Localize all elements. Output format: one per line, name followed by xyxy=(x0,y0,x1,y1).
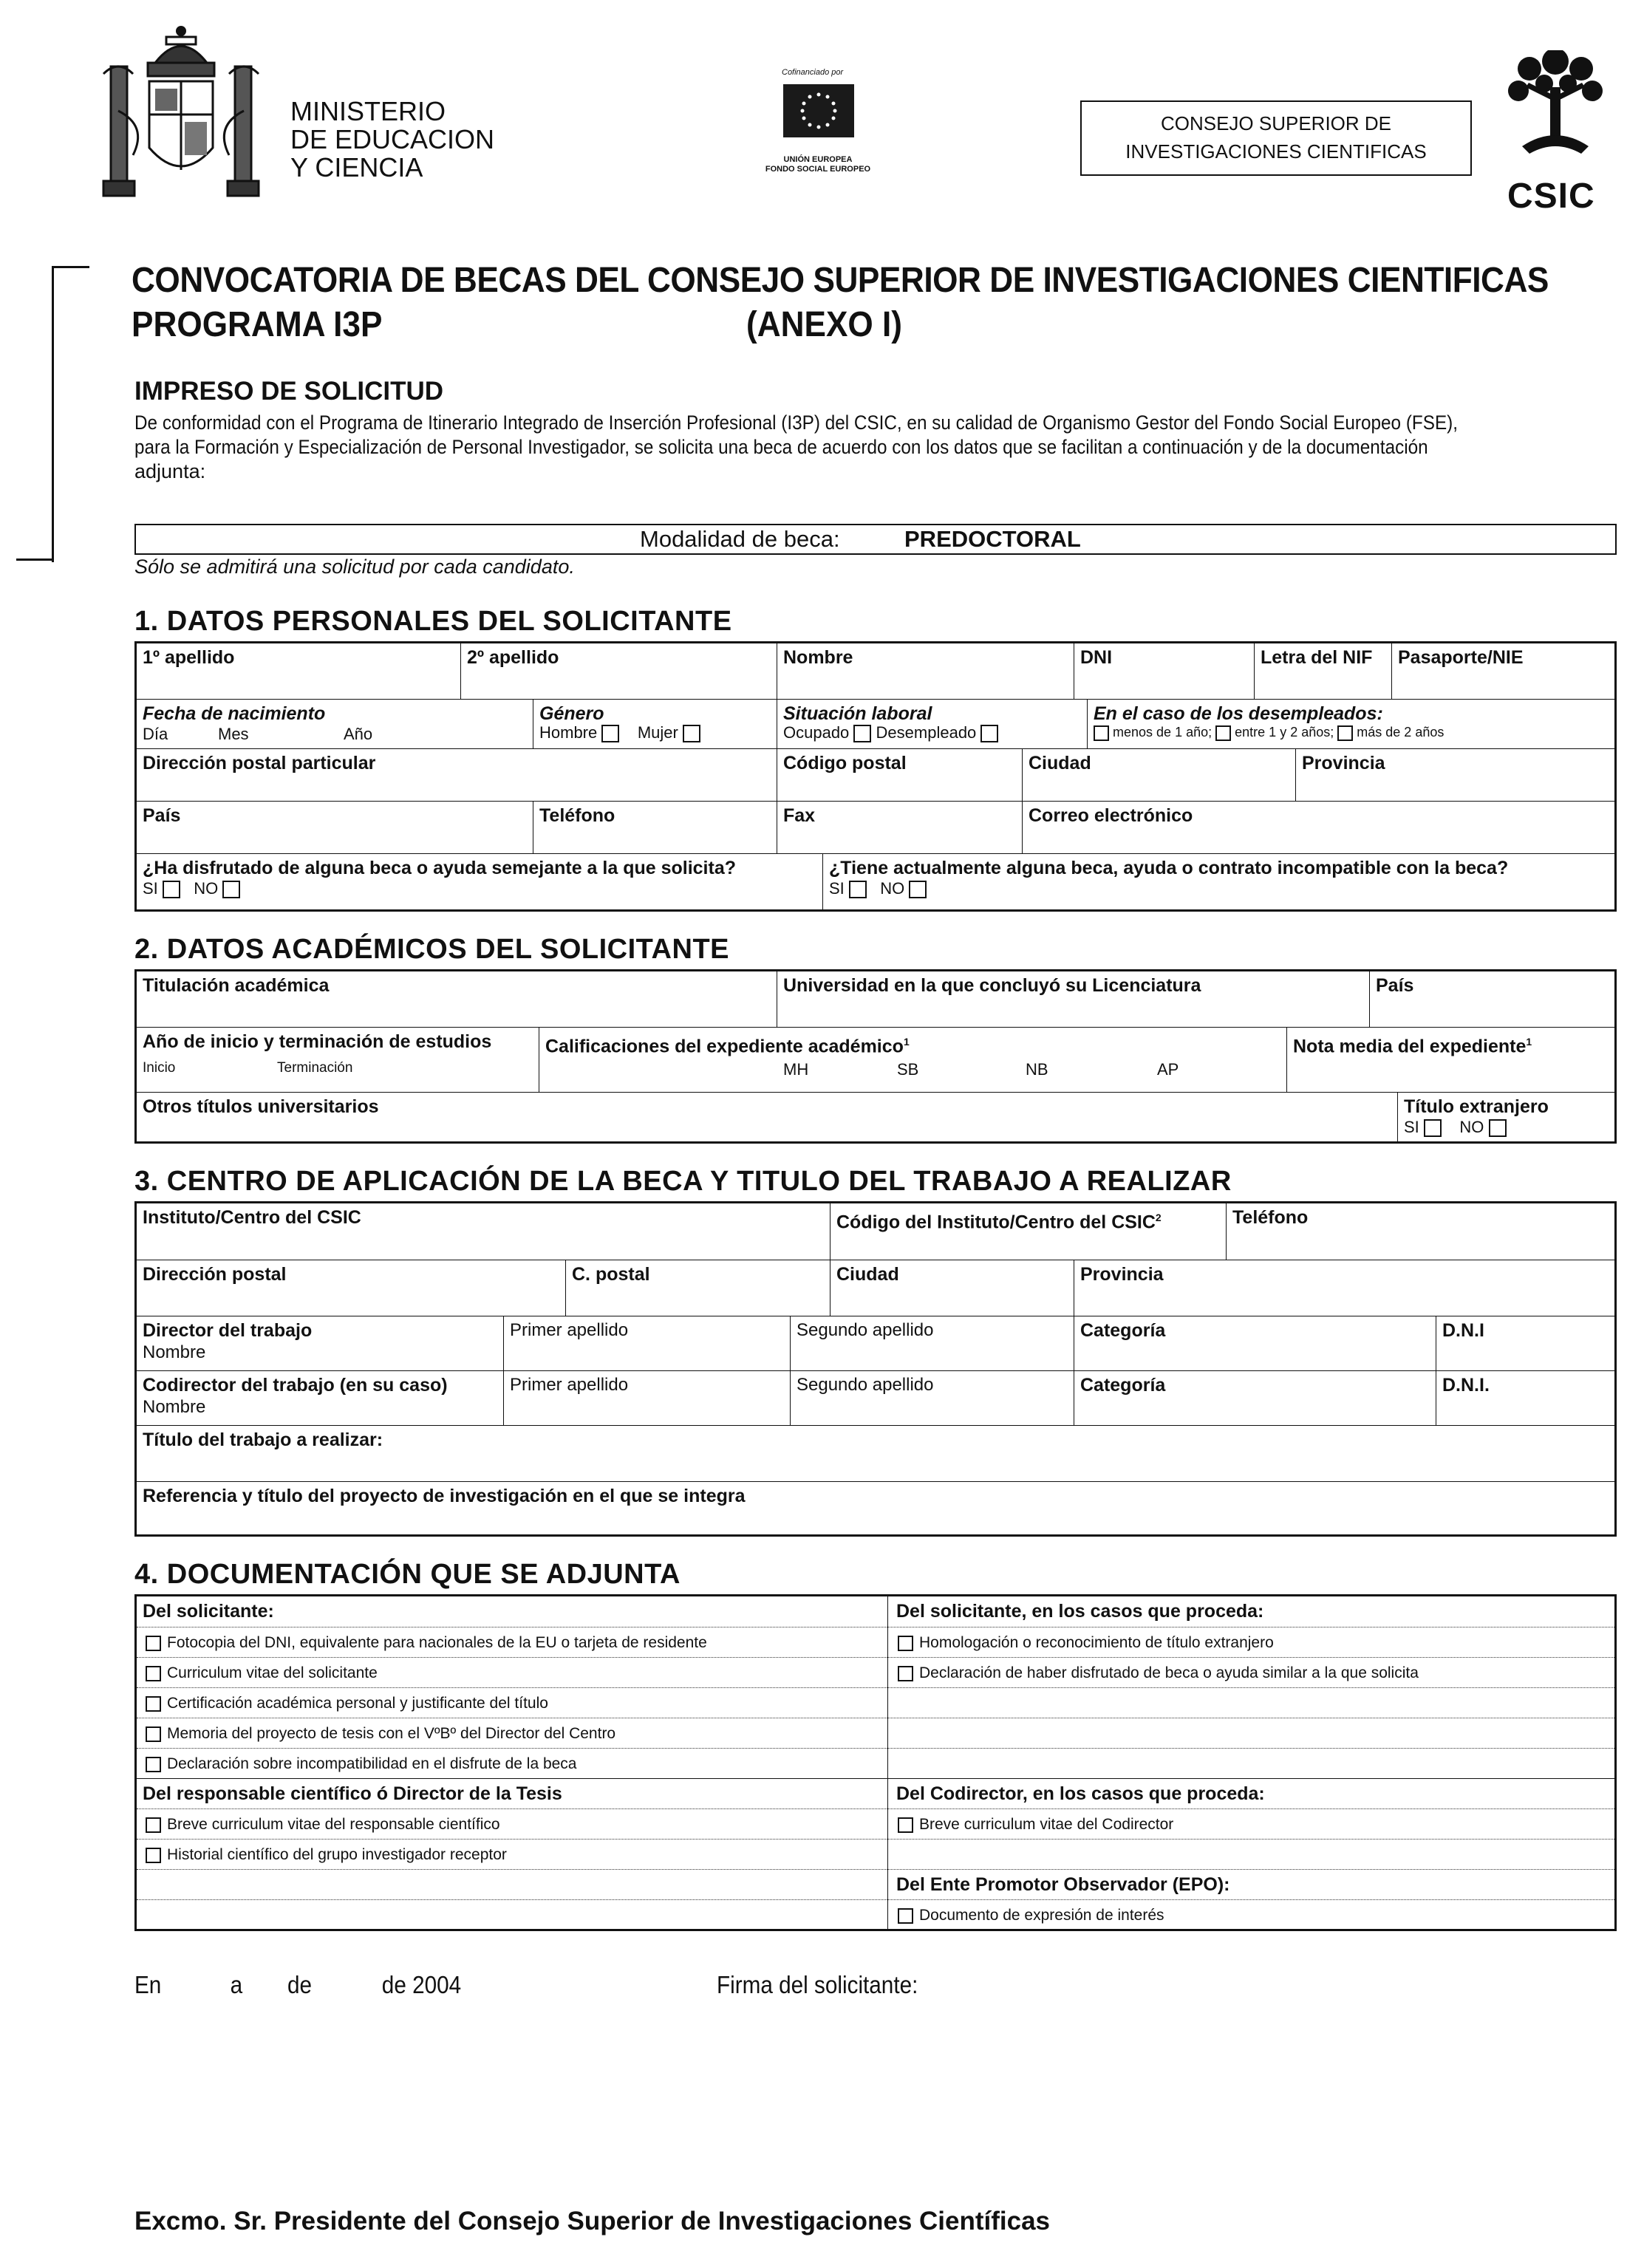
desempleado-checkbox[interactable] xyxy=(980,725,998,742)
inicio-label: Inicio xyxy=(143,1060,176,1076)
doc-item: Curriculum vitae del solicitante xyxy=(146,1658,378,1688)
a-label: a xyxy=(230,1971,243,1998)
director-nombre-label: Nombre xyxy=(143,1342,206,1362)
codirector-label: Codirector del trabajo (en su caso) xyxy=(143,1375,448,1396)
cp-label: Código postal xyxy=(783,753,907,773)
row-otros xyxy=(137,1092,1614,1141)
hombre-label: Hombre xyxy=(539,723,598,742)
otros-titulos-label: Otros títulos universitarios xyxy=(143,1096,379,1117)
section-4-title: 4. DOCUMENTACIÓN QUE SE ADJUNTA xyxy=(134,1559,681,1590)
fecha-nac-label: Fecha de nacimiento xyxy=(143,703,326,724)
row-titulo-trabajo xyxy=(137,1425,1614,1482)
ocupado-label: Ocupado xyxy=(783,723,850,742)
doc-checkbox[interactable] xyxy=(898,1636,913,1651)
doc-checkbox[interactable] xyxy=(898,1666,913,1681)
calificaciones-label: Calificaciones del expediente académico$^1$ xyxy=(545,1036,910,1057)
pais2-label: País xyxy=(1376,975,1414,996)
universidad-label: Universidad en la que concluyó su Licenciatura xyxy=(783,975,1201,996)
mujer-checkbox[interactable] xyxy=(683,725,700,742)
q2-label: ¿Tiene actualmente alguna beca, ayuda o contrato incompatible con la beca? xyxy=(829,858,1509,878)
firma-label: Firma del solicitante: xyxy=(717,1971,918,1998)
letra-nif-label: Letra del NIF xyxy=(1261,647,1373,668)
ciudad-label: Ciudad xyxy=(1029,753,1091,773)
doc-item: Documento de expresión de interés xyxy=(898,1900,1164,1930)
row-director xyxy=(137,1316,1614,1371)
main-title-program: PROGRAMA I3P xyxy=(132,305,383,344)
eu-flag-logo xyxy=(783,84,854,137)
menos1-label: menos de 1 año; xyxy=(1113,725,1212,740)
ocupado-checkbox[interactable] xyxy=(853,725,871,742)
row-questions xyxy=(137,853,1614,909)
nb-label: NB xyxy=(1026,1060,1048,1079)
instituto-label: Instituto/Centro del CSIC xyxy=(143,1207,361,1228)
row-names xyxy=(137,643,1614,699)
del-responsable-heading: Del responsable científico ó Director de la Tesis xyxy=(143,1783,562,1804)
fax-label: Fax xyxy=(783,805,816,826)
doc-checkbox[interactable] xyxy=(146,1817,161,1833)
telefono-label: Teléfono xyxy=(539,805,615,826)
direccion-label: Dirección postal particular xyxy=(143,753,376,773)
entre12-label: entre 1 y 2 años; xyxy=(1235,725,1334,740)
apellido2-label: 2º apellido xyxy=(467,647,559,668)
row-referencia xyxy=(137,1481,1614,1534)
row-contact xyxy=(137,801,1614,854)
del-solicitante-heading: Del solicitante: xyxy=(143,1601,274,1622)
doc-checkbox[interactable] xyxy=(898,1817,913,1833)
situacion-label: Situación laboral xyxy=(783,703,932,724)
codirector-dni-label: D.N.I. xyxy=(1442,1375,1490,1396)
ciudad-centro-label: Ciudad xyxy=(836,1264,899,1285)
q1-label: ¿Ha disfrutado de alguna beca o ayuda semejante a la que solicita? xyxy=(143,858,737,878)
director-dni-label: D.N.I xyxy=(1442,1320,1484,1341)
main-title-line1: CONVOCATORIA DE BECAS DEL CONSEJO SUPERIOR DE INVESTIGACIONES CIENTIFICAS xyxy=(132,261,1549,300)
titulo-trabajo-label: Título del trabajo a realizar: xyxy=(143,1430,383,1450)
te-no-checkbox[interactable] xyxy=(1489,1119,1507,1137)
del-solicitante-casos-heading: Del solicitante, en los casos que proceda: xyxy=(896,1601,1264,1622)
doc-item: Declaración sobre incompatibilidad en el disfrute de la beca xyxy=(146,1749,577,1779)
correo-label: Correo electrónico xyxy=(1029,805,1193,826)
telefono-centro-label: Teléfono xyxy=(1232,1207,1309,1228)
section-1-title: 1. DATOS PERSONALES DEL SOLICITANTE xyxy=(134,606,732,637)
main-title-annex: (ANEXO I) xyxy=(746,305,902,344)
row-birth-gender-work xyxy=(137,699,1614,749)
impreso-heading: IMPRESO DE SOLICITUD xyxy=(134,377,444,406)
menos1-checkbox[interactable] xyxy=(1094,725,1109,741)
doc-checkbox[interactable] xyxy=(146,1636,161,1651)
genero-label: Género xyxy=(539,703,604,724)
left-bracket-bottom xyxy=(16,559,54,561)
dni-label: DNI xyxy=(1080,647,1113,668)
section-3-title: 3. CENTRO DE APLICACIÓN DE LA BECA Y TITULO DEL TRABAJO A REALIZAR xyxy=(134,1166,1232,1197)
q2-no-checkbox[interactable] xyxy=(909,881,927,898)
direccion-centro-label: Dirección postal xyxy=(143,1264,287,1285)
codirector-nombre-label: Nombre xyxy=(143,1397,206,1417)
titulacion-label: Titulación académica xyxy=(143,975,330,996)
codirector-primer-label: Primer apellido xyxy=(510,1375,629,1395)
doc-checkbox[interactable] xyxy=(146,1848,161,1863)
doc-item: Fotocopia del DNI, equivalente para nacionales de la EU o tarjeta de residente xyxy=(146,1627,707,1658)
de-label: de xyxy=(287,1971,313,1998)
csic-name-box: CONSEJO SUPERIOR DE INVESTIGACIONES CIENTIFICAS xyxy=(1080,100,1472,176)
section-4-table xyxy=(134,1594,1617,1931)
pais-label: País xyxy=(143,805,181,826)
anio-inicio-label: Año de inicio y terminación de estudios xyxy=(143,1031,492,1052)
doc-item: Declaración de haber disfrutado de beca o ayuda similar a la que solicita xyxy=(898,1658,1419,1688)
nombre-label: Nombre xyxy=(783,647,853,668)
row-codirector xyxy=(137,1370,1614,1426)
anio-label: Año xyxy=(344,725,373,743)
provincia-label: Provincia xyxy=(1302,753,1385,773)
modalidad-note: Sólo se admitirá una solicitud por cada candidato. xyxy=(134,556,575,578)
pasaporte-label: Pasaporte/NIE xyxy=(1398,647,1524,668)
del-codirector-heading: Del Codirector, en los casos que proceda: xyxy=(896,1783,1265,1804)
intro-paragraph: De conformidad con el Programa de Itinerario Integrado de Inserción Profesional (I3P) del CSIC, en su calidad de Organismo Gestor del Fondo Social Europeo (FSE), para la Formación y Especialización de Personal Investigador, se solicita una beca de acuerdo con los datos que se facilitan a continuación y de la documentación adjunta: xyxy=(134,411,1459,482)
director-categoria-label: Categoría xyxy=(1080,1320,1166,1341)
te-no-label: NO xyxy=(1459,1118,1484,1136)
de-year-label: de 2004 xyxy=(381,1971,462,1998)
te-si-checkbox[interactable] xyxy=(1424,1119,1442,1137)
doc-item: Certificación académica personal y justificante del título xyxy=(146,1688,548,1718)
q2-si-checkbox[interactable] xyxy=(849,881,867,898)
section-2-table xyxy=(134,969,1617,1144)
doc-item: Historial científico del grupo investigador receptor xyxy=(146,1840,507,1870)
section-1-table xyxy=(134,641,1617,912)
row-address xyxy=(137,748,1614,802)
csic-acronym: CSIC xyxy=(1507,177,1595,216)
q2-no-label: NO xyxy=(880,879,905,898)
doc-checkbox[interactable] xyxy=(146,1726,161,1742)
left-bracket xyxy=(52,266,89,562)
doc-item: Homologación o reconocimiento de título extranjero xyxy=(898,1627,1274,1658)
director-segundo-label: Segundo apellido xyxy=(797,1320,934,1340)
codirector-segundo-label: Segundo apellido xyxy=(797,1375,934,1395)
provincia-centro-label: Provincia xyxy=(1080,1264,1164,1285)
te-si-label: SI xyxy=(1404,1118,1419,1136)
q1-si-checkbox[interactable] xyxy=(163,881,180,898)
doc-checkbox[interactable] xyxy=(146,1757,161,1772)
dia-label: Día xyxy=(143,725,168,743)
section-3-table xyxy=(134,1201,1617,1537)
csic-tree-logo xyxy=(1500,50,1611,176)
mes-label: Mes xyxy=(218,725,249,743)
doc-checkbox[interactable] xyxy=(898,1908,913,1924)
doc-item: Breve curriculum vitae del Codirector xyxy=(898,1809,1173,1840)
q1-no-label: NO xyxy=(194,879,219,898)
eu-label: UNIÓN EUROPEA FONDO SOCIAL EUROPEO xyxy=(765,155,871,174)
mh-label: MH xyxy=(783,1060,809,1079)
doc-checkbox[interactable] xyxy=(146,1666,161,1681)
modalidad-label: Modalidad de beca: xyxy=(640,526,840,552)
q1-si-label: SI xyxy=(143,879,158,898)
entre12-checkbox[interactable] xyxy=(1215,725,1231,741)
modalidad-value: PREDOCTORAL xyxy=(904,526,1081,552)
nota-media-label: Nota media del expediente$^1$ xyxy=(1293,1036,1532,1057)
q1-no-checkbox[interactable] xyxy=(222,881,240,898)
codigo-instituto-label: Código del Instituto/Centro del CSIC$^2$ xyxy=(836,1212,1162,1233)
codirector-categoria-label: Categoría xyxy=(1080,1375,1166,1396)
section-2-title: 2. DATOS ACADÉMICOS DEL SOLICITANTE xyxy=(134,934,729,965)
row-titulacion xyxy=(137,971,1614,1027)
director-primer-label: Primer apellido xyxy=(510,1320,629,1340)
spain-coat-of-arms-logo xyxy=(96,22,266,207)
mas2-checkbox[interactable] xyxy=(1337,725,1353,741)
doc-checkbox[interactable] xyxy=(146,1696,161,1712)
en-label: En xyxy=(134,1971,162,1998)
caso-desempleados-label: En el caso de los desempleados: xyxy=(1094,703,1383,724)
row-estudios xyxy=(137,1027,1614,1093)
ministry-name: MINISTERIO DE EDUCACION Y CIENCIA xyxy=(290,96,495,182)
desempleado-label: Desempleado xyxy=(876,723,977,742)
director-label: Director del trabajo xyxy=(143,1320,313,1341)
hombre-checkbox[interactable] xyxy=(601,725,619,742)
doc-item: Breve curriculum vitae del responsable científico xyxy=(146,1809,500,1840)
sb-label: SB xyxy=(897,1060,919,1079)
q2-si-label: SI xyxy=(829,879,845,898)
titulo-extranjero-label: Título extranjero xyxy=(1404,1096,1549,1117)
modalidad-box xyxy=(134,524,1617,555)
row-direccion-centro xyxy=(137,1260,1614,1316)
cpostal-label: C. postal xyxy=(572,1264,650,1285)
mas2-label: más de 2 años xyxy=(1357,725,1445,740)
eu-cofinanced-label: Cofinanciado por xyxy=(782,68,844,77)
ap-label: AP xyxy=(1157,1060,1179,1079)
referencia-label: Referencia y título del proyecto de investigación en el que se integra xyxy=(143,1486,746,1506)
terminacion-label: Terminación xyxy=(277,1060,353,1076)
addressee: Excmo. Sr. Presidente del Consejo Superior de Investigaciones Científicas xyxy=(134,2207,1051,2235)
mujer-label: Mujer xyxy=(637,723,678,742)
row-instituto xyxy=(137,1203,1614,1260)
apellido1-label: 1º apellido xyxy=(143,647,235,668)
doc-item: Memoria del proyecto de tesis con el VºBº del Director del Centro xyxy=(146,1718,615,1749)
del-ente-heading: Del Ente Promotor Observador (EPO): xyxy=(896,1874,1230,1895)
